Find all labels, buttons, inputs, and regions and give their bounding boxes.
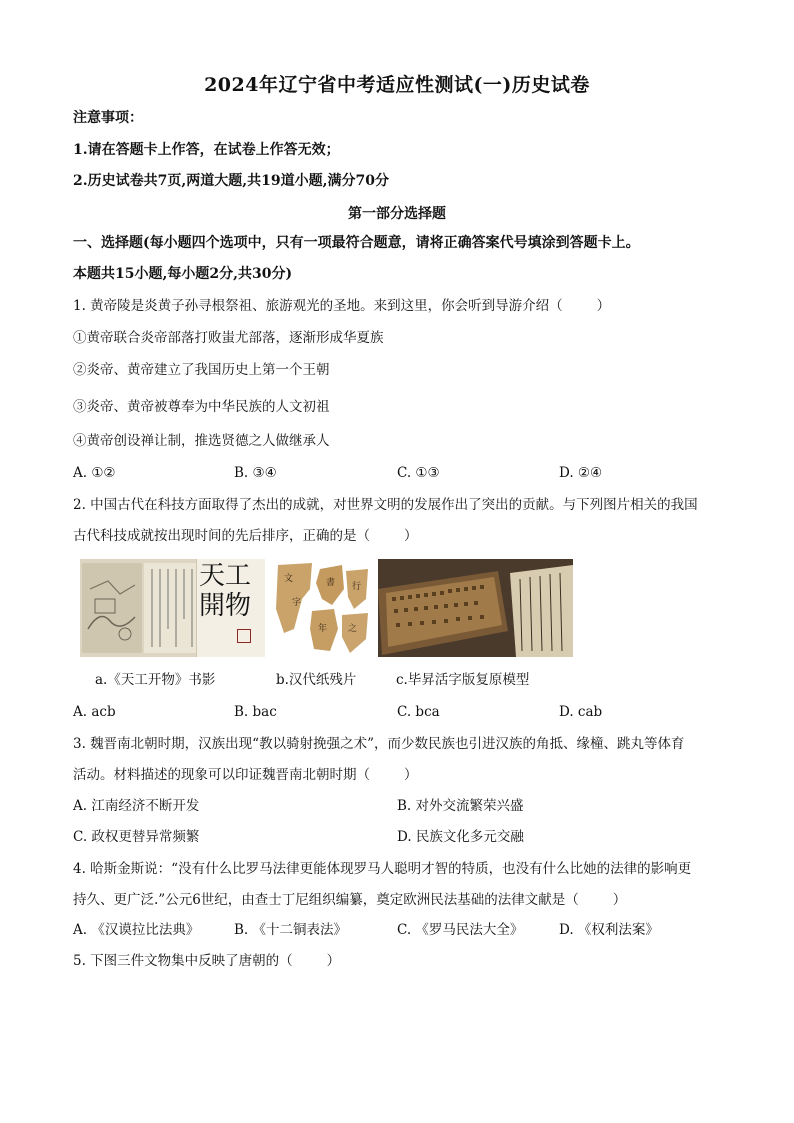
seal-icon xyxy=(237,629,251,643)
q1-close-paren: ） xyxy=(596,298,611,314)
q1-option-a: A. ①② xyxy=(73,465,116,481)
han-paper-fragments-image xyxy=(272,559,372,657)
q2-close-paren: ） xyxy=(404,528,418,544)
book-char-1: 天 xyxy=(199,561,226,591)
q1-option-d: D. ②④ xyxy=(559,465,603,481)
q2-caption-c: c.毕昇活字版复原模型 xyxy=(396,672,530,688)
q5-stem-text: 5. 下图三件文物集中反映了唐朝的（ xyxy=(73,953,293,969)
q5-stem xyxy=(73,952,340,970)
q3-option-d: D. 民族文化多元交融 xyxy=(397,829,524,845)
bi-sheng-movable-type-image xyxy=(378,559,573,657)
q3-stem-text: 活动。材料描述的现象可以印证魏晋南北朝时期（ xyxy=(73,767,370,783)
q1-statement-2: ②炎帝、黄帝建立了我国历史上第一个王朝 xyxy=(73,362,330,378)
q2-stem-line1: 2. 中国古代在科技方面取得了杰出的成就，对世界文明的发展作出了突出的贡献。与下列图片相关的我国 xyxy=(73,497,698,513)
q1-option-b: B. ③④ xyxy=(234,465,277,481)
svg-text:文: 文 xyxy=(284,574,294,584)
q4-stem-text: 持久、更广泛.”公元6世纪，由查士丁尼组织编纂，奠定欧洲民法基础的法律文献是（ xyxy=(73,892,579,908)
q1-stem-text: 1. 黄帝陵是炎黄子孙寻根祭祖、旅游观光的圣地。来到这里，你会听到导游介绍（ xyxy=(73,298,563,314)
notice-heading: 注意事项： xyxy=(73,110,143,126)
book-char-4: 物 xyxy=(225,591,252,621)
section1-instruction-line1: 一、选择题(每小题四个选项中，只有一项最符合题意，请将正确答案代号填涂到答题卡上。 xyxy=(73,235,640,251)
q4-option-d: D. 《权利法案》 xyxy=(559,922,659,938)
q4-stem-line1: 4. 哈斯金斯说：“没有什么比罗马法律更能体现罗马人聪明才智的特质，也没有什么比她的法律的影响更 xyxy=(73,861,692,877)
exam-title: 2024年辽宁省中考适应性测试(一)历史试卷 xyxy=(204,74,590,96)
q4-stem-line2 xyxy=(73,891,626,909)
q3-option-c: C. 政权更替异常频繁 xyxy=(73,829,200,845)
notice-item-1: 1.请在答题卡上作答，在试卷上作答无效； xyxy=(73,142,340,158)
q1-option-c: C. ①③ xyxy=(397,465,440,481)
q2-caption-b: b.汉代纸残片 xyxy=(276,672,357,688)
q3-stem-line1: 3. 魏晋南北朝时期，汉族出现“教以骑射挽强之术”，而少数民族也引进汉族的角抵、缘橦、跳丸等体育 xyxy=(73,736,685,752)
q3-stem-line2 xyxy=(73,766,418,784)
q4-close-paren: ） xyxy=(612,892,627,908)
q2-option-a: A. acb xyxy=(73,704,116,720)
q3-close-paren: ） xyxy=(404,767,418,783)
tiangong-kaiwu-title-page xyxy=(196,559,265,657)
q2-stem-line2 xyxy=(73,527,418,545)
q2-stem-text: 古代科技成就按出现时间的先后排序，正确的是（ xyxy=(73,528,370,544)
svg-text:書: 書 xyxy=(326,578,336,588)
svg-text:年: 年 xyxy=(318,624,328,634)
notice-item-2: 2.历史试卷共7页,两道大题,共19道小题,满分70分 xyxy=(73,173,389,189)
q1-statement-1: ①黄帝联合炎帝部落打败蚩尤部落，逐渐形成华夏族 xyxy=(73,330,384,346)
q4-option-b: B. 《十二铜表法》 xyxy=(234,922,348,938)
q5-close-paren: ） xyxy=(326,953,341,969)
svg-text:行: 行 xyxy=(352,582,362,592)
book-char-3: 開 xyxy=(199,591,226,621)
q1-statement-4: ④黄帝创设禅让制，推选贤德之人做继承人 xyxy=(73,433,330,449)
svg-text:字: 字 xyxy=(292,598,302,608)
q2-option-b: B. bac xyxy=(234,704,277,720)
q2-option-c: C. bca xyxy=(397,704,440,720)
q4-option-a: A. 《汉谟拉比法典》 xyxy=(73,922,200,938)
book-char-2: 工 xyxy=(225,561,252,591)
q1-stem xyxy=(73,297,610,315)
q3-option-a: A. 江南经济不断开发 xyxy=(73,798,200,814)
svg-text:之: 之 xyxy=(348,624,358,634)
q3-option-b: B. 对外交流繁荣兴盛 xyxy=(397,798,524,814)
q1-statement-3: ③炎帝、黄帝被尊奉为中华民族的人文初祖 xyxy=(73,399,330,415)
q4-option-c: C. 《罗马民法大全》 xyxy=(397,922,524,938)
q2-option-d: D. cab xyxy=(559,704,603,720)
q2-caption-a: a.《天工开物》书影 xyxy=(95,672,216,688)
section1-instruction-line2: 本题共15小题,每小题2分,共30分) xyxy=(73,266,293,282)
part1-heading: 第一部分选择题 xyxy=(348,206,446,222)
